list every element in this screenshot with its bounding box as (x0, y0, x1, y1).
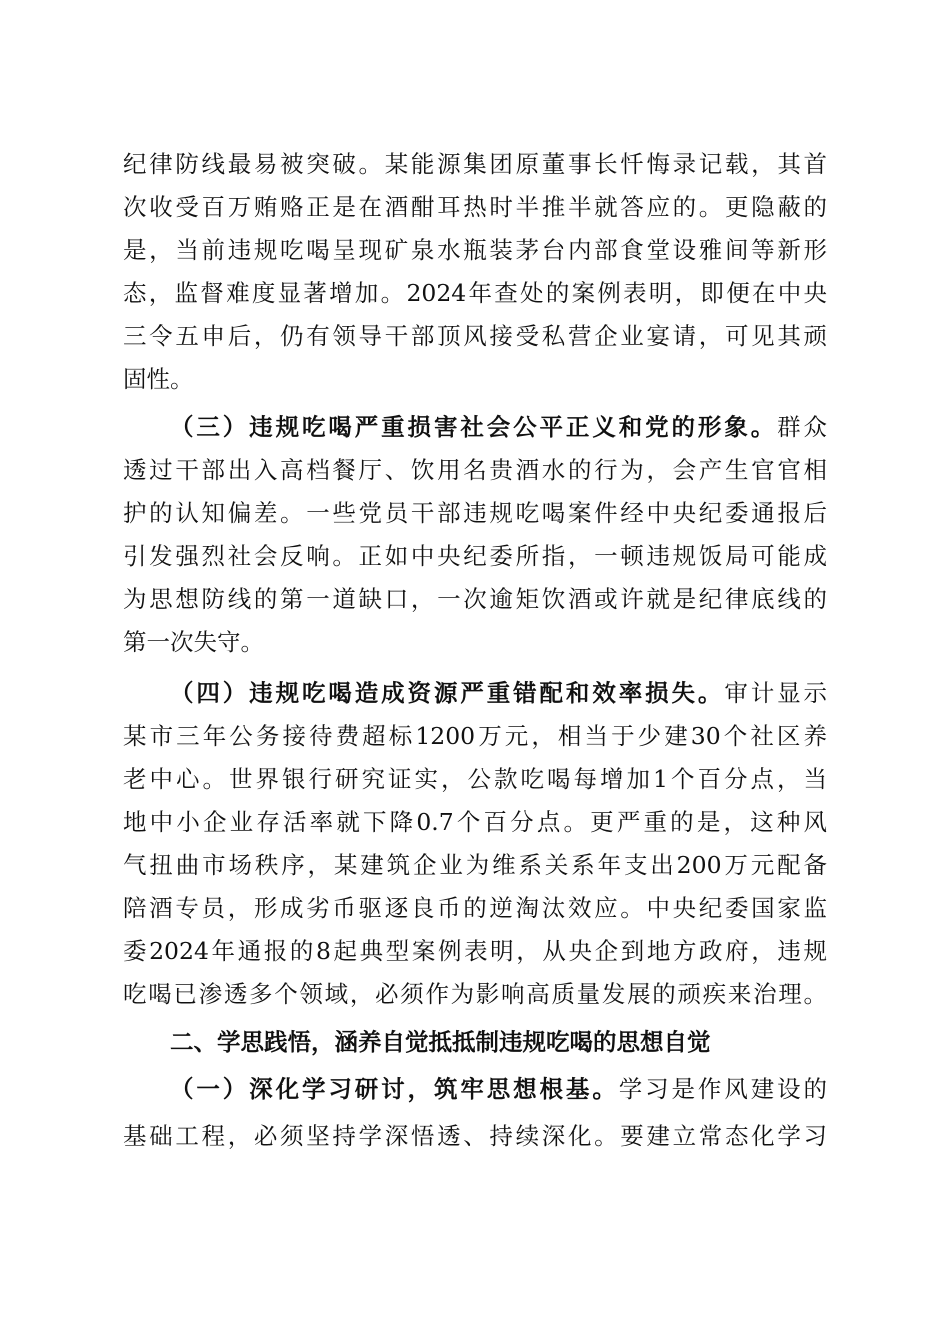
body-text-fragment: 学习是作风建设的 (618, 1075, 827, 1103)
body-text-line: 第一次失守。 (123, 628, 264, 656)
subsection-line (170, 407, 827, 447)
body-text-line: 气扭曲市场秩序，某建筑企业为维系关系年支出200万元配备 (123, 851, 827, 879)
body-text-line: 三令五申后，仍有领导干部顶风接受私营企业宴请，可见其顽 (123, 322, 827, 350)
body-text-line: 固性。 (123, 365, 194, 393)
body-text-fragment: 审计显示 (724, 679, 827, 707)
subsection-heading: （三）违规吃喝严重损害社会公平正义和党的形象。 (170, 413, 778, 441)
subsection-line (170, 1069, 827, 1109)
body-text-line: 老中心。世界银行研究证实，公款吃喝每增加1个百分点，当 (123, 765, 827, 793)
body-text-line: 某市三年公务接待费超标1200万元，相当于少建30个社区养 (123, 722, 827, 750)
body-text-line: 是，当前违规吃喝呈现矿泉水瓶装茅台内部食堂设雅间等新形 (123, 236, 827, 264)
body-text-line: 吃喝已渗透多个领域，必须作为影响高质量发展的顽疾来治理。 (123, 980, 827, 1008)
subsection-heading: （一）深化学习研讨，筑牢思想根基。 (170, 1075, 619, 1103)
body-text-line: 护的认知偏差。一些党员干部违规吃喝案件经中央纪委通报后 (123, 499, 827, 527)
body-text-line: 引发强烈社会反响。正如中央纪委所指，一顿违规饭局可能成 (123, 542, 827, 570)
body-text-line: 委2024年通报的8起典型案例表明，从央企到地方政府，违规 (123, 937, 827, 965)
body-text-line: 地中小企业存活率就下降0.7个百分点。更严重的是，这种风 (123, 808, 827, 836)
body-text-line: 态，监督难度显著增加。2024年查处的案例表明，即便在中央 (123, 279, 827, 307)
body-text-line: 基础工程，必须坚持学深悟透、持续深化。要建立常态化学习 (123, 1122, 827, 1150)
subsection-heading: （四）违规吃喝造成资源严重错配和效率损失。 (170, 679, 725, 707)
body-text-line: 陪酒专员，形成劣币驱逐良币的逆淘汰效应。中央纪委国家监 (123, 894, 827, 922)
section-heading: 二、学思践悟，涵养自觉抵抵制违规吃喝的思想自觉 (170, 1028, 711, 1056)
subsection-line (170, 673, 827, 713)
body-text-line: 次收受百万贿赂正是在酒酣耳热时半推半就答应的。更隐蔽的 (123, 193, 827, 221)
body-text-line: 纪律防线最易被突破。某能源集团原董事长忏悔录记载，其首 (123, 150, 827, 178)
body-text-fragment: 群众 (777, 413, 827, 441)
body-text-line: 透过干部出入高档餐厅、饮用名贵酒水的行为，会产生官官相 (123, 456, 827, 484)
body-text-line: 为思想防线的第一道缺口，一次逾矩饮酒或许就是纪律底线的 (123, 585, 827, 613)
